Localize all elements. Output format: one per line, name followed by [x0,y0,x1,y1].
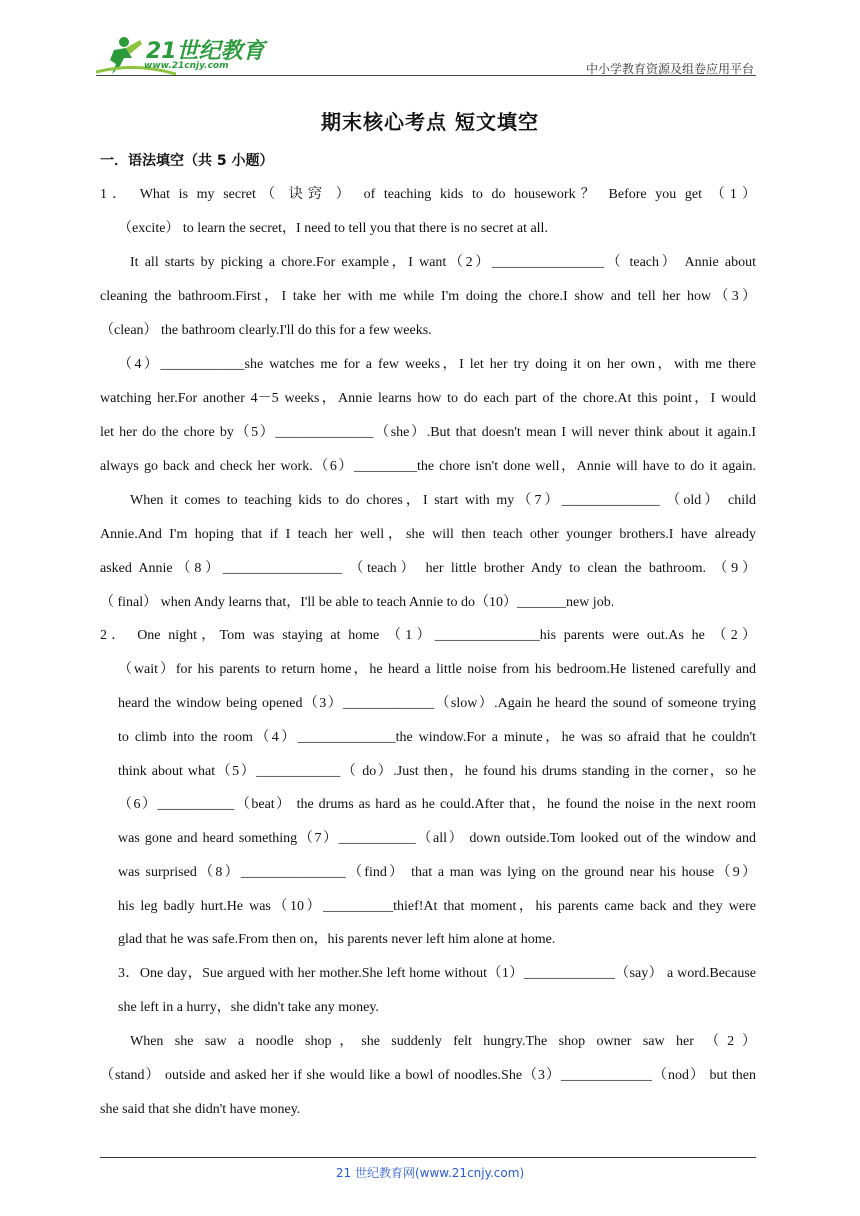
text-line: （excite） to learn the secret，I need to tell you that there is no secret at all. [118,221,548,236]
text-line: always go back and check her work.（6）_________the chore isn't done well，Annie will have to do it again. [100,459,756,474]
text-line: （stand） outside and asked her if she would like a bowl of noodles.She（3）_____________（nod） but then [100,1068,756,1083]
text-line: to climb into the room（4）______________the window.For a minute，he was so afraid that he couldn't [118,730,756,745]
footer-text: 21 世纪教育网(www.21cnjy.com) [335,1166,525,1180]
text-line: was surprised（8）_______________（find） that a man was lying on the ground near his house（9） [118,865,756,880]
logo-url: www.21cnjy.com [144,61,229,71]
text-line: （wait）for his parents to return home，he heard a little noise from his bedroom.He listened carefully and [118,662,756,677]
section-heading: 一．语法填空（共 5 小题） [100,153,274,169]
header-divider [96,75,756,76]
text-line: 2． One night，Tom was staying at home （1）_______________his parents were out.As he （2） [100,628,756,643]
text-line: heard the window being opened（3）_____________（slow）.Again he heard the sound of someone trying [118,696,756,711]
text-line: （4）____________she watches me for a few weeks，I let her try doing it on her own，with me there [118,357,756,372]
text-line: （6）___________（beat） the drums as hard as he could.After that，he found the noise in the next room [118,797,756,812]
text-line: was gone and heard something（7）___________（all） down outside.Tom looked out of the window and [118,831,756,846]
footer-divider [100,1157,756,1158]
logo-text: 21世纪教育 [146,39,265,64]
text-line: cleaning the bathroom.First，I take her with me while I'm doing the chore.I show and tell her how（3） [100,289,756,304]
text-line: Annie.And I'm hoping that if I teach her well，she will then teach other younger brothers.I have already [100,527,756,542]
text-line: she left in a hurry，she didn't take any money. [118,1000,379,1015]
page-title: 期末核心考点 短文填空 [321,110,539,134]
text-line: watching her.For another 4－5 weeks，Annie learns how to do each part of the chore.At this point，I would [100,391,756,406]
text-line: （ final） when Andy learns that，I'll be able to teach Annie to do（10）_______new job. [100,595,615,610]
text-line: 1． What is my secret（ 诀窍 ） of teaching kids to do housework？ Before you get （1） [100,187,756,202]
text-line: his leg badly hurt.He was（10）__________thief!At that moment，his parents came back and they were [118,899,756,914]
text-line: When she saw a noodle shop，she suddenly felt hungry.The shop owner saw her （2） [130,1034,756,1049]
text-line: think about what（5）____________（ do）.Just then，he found his drums standing in the corner，so he [118,764,756,779]
text-line: It all starts by picking a chore.For example，I want（2）________________（ teach） Annie about [130,255,756,270]
text-line: asked Annie（8）_________________ （teach） her little brother Andy to clean the bathroom. （9） [100,561,756,576]
text-line: （clean） the bathroom clearly.I'll do this for a few weeks. [100,323,432,338]
text-line: When it comes to teaching kids to do chores，I start with my（7）______________ （old） child [130,493,756,508]
header-platform-text: 中小学教育资源及组卷应用平台 [585,62,754,76]
text-line: glad that he was safe.From then on，his parents never left him alone at home. [118,932,556,947]
text-line: let her do the chore by（5）______________（she）.But that doesn't mean I will never think about it again.I [100,425,756,440]
page-header [96,30,756,78]
text-line: 3．One day，Sue argued with her mother.She left home without（1）_____________（say） a word.Because [118,966,756,981]
text-line: she said that she didn't have money. [100,1102,301,1117]
